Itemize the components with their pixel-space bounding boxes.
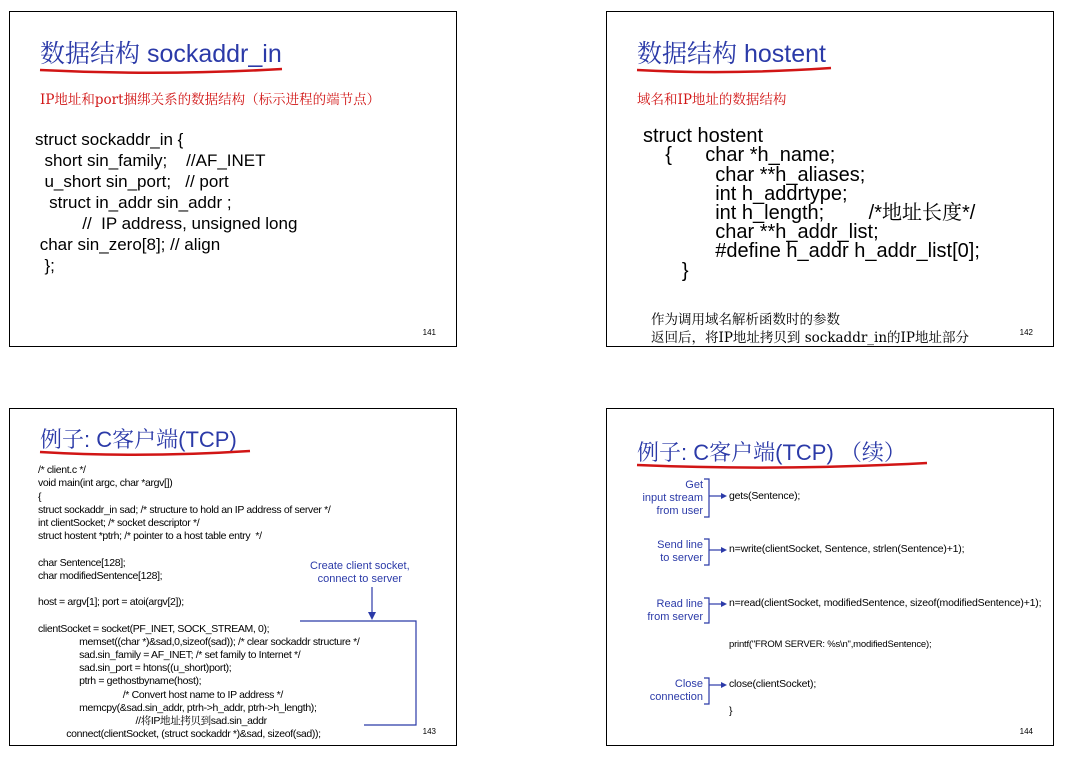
slide-title: 数据结构 sockaddr_in: [40, 40, 282, 68]
slide-title: 数据结构 hostent: [637, 40, 826, 68]
code-line: struct in_addr sin_addr ;: [35, 193, 232, 212]
code-line: clientSocket = socket(PF_INET, SOCK_STREAM, 0);: [38, 622, 270, 635]
code-line: /* client.c */: [38, 464, 86, 477]
code-line: short sin_family; //AF_INET: [35, 151, 266, 170]
code-block: [35, 108, 297, 318]
code-line: char **h_aliases;: [643, 163, 866, 186]
code-line: #define h_addr h_addr_list[0];: [643, 240, 980, 263]
title-underline: [10, 12, 458, 82]
code-line: printf("FROM SERVER: %s\n",modifiedSentence);: [729, 639, 932, 650]
code-line: ptrh = gethostbyname(host);: [38, 675, 202, 688]
code-line: int h_addrtype;: [643, 182, 848, 205]
slide-title: 例子: C客户端(TCP): [40, 427, 237, 452]
code-line: char sin_zero[8]; // align: [35, 235, 221, 254]
code-line: int h_length; /*地址长度*/: [643, 202, 976, 225]
annotation-bracket: [10, 409, 458, 747]
code-line: sad.sin_family = AF_INET; /* set family to Internet */: [38, 649, 301, 662]
page-number: 142: [1019, 328, 1033, 337]
code-line: connect(clientSocket, (struct sockaddr *)&sad, sizeof(sad));: [38, 728, 321, 741]
slide-141: [9, 11, 457, 347]
code-line: struct sockaddr_in sad; /* structure to hold an IP address of server */: [38, 503, 331, 516]
slide-subtitle: 域名和IP地址的数据结构: [637, 92, 787, 108]
code-line: char **h_addr_list;: [643, 221, 879, 244]
slide-subtitle: IP地址和port捆绑关系的数据结构（标示进程的端节点）: [40, 92, 381, 108]
code-line: //将IP地址拷贝到sad.sin_addr: [38, 715, 267, 728]
code-line: }: [643, 259, 689, 282]
code-line: int clientSocket; /* socket descriptor */: [38, 517, 200, 530]
annotation-brackets: [607, 409, 1055, 747]
label-get-input: Get input stream from user: [642, 479, 703, 517]
page-number: 144: [1019, 727, 1033, 736]
slide-title: 例子: C客户端(TCP) （续）: [637, 440, 906, 465]
note-line: 返回后，将IP地址拷贝到 sockaddr_in的IP地址部分: [651, 330, 969, 346]
code-line: char Sentence[128];: [38, 556, 126, 569]
code-line: sad.sin_port = htons((u_short)port);: [38, 662, 232, 675]
label-send-line: Send line to server: [657, 539, 703, 564]
slide-142: [606, 11, 1054, 347]
code-line: host = argv[1]; port = atoi(argv[2]);: [38, 596, 184, 609]
notes: [651, 293, 969, 383]
note-line: 作为调用域名解析函数时的参数: [651, 312, 840, 328]
label-close-connection: Close connection: [649, 678, 703, 703]
code-line: n=read(clientSocket, modifiedSentence, sizeof(modifiedSentence)+1);: [729, 597, 1042, 609]
code-line: { char *h_name;: [643, 144, 836, 167]
slide-143: [9, 408, 457, 746]
annotation-create-socket: Create client socket, connect to server: [310, 560, 410, 585]
page-number: 141: [422, 328, 436, 337]
code-line: struct sockaddr_in {: [35, 130, 184, 149]
code-line: memcpy(&sad.sin_addr, ptrh->h_addr, ptrh->h_length);: [38, 701, 317, 714]
code-line: /* Convert host name to IP address */: [38, 688, 283, 701]
code-line: gets(Sentence);: [729, 490, 801, 502]
code-block: [643, 108, 980, 319]
code-line: {: [38, 490, 42, 503]
code-line: }: [729, 705, 733, 717]
code-line: };: [35, 256, 55, 275]
code-line: close(clientSocket);: [729, 678, 817, 690]
code-line: char modifiedSentence[128];: [38, 569, 163, 582]
code-line: struct hostent: [643, 125, 764, 148]
code-line: struct hostent *ptrh; /* pointer to a host table entry */: [38, 530, 262, 543]
code-line: n=write(clientSocket, Sentence, strlen(Sentence)+1);: [729, 543, 965, 555]
code-line: void main(int argc, char *argv[]): [38, 477, 173, 490]
code-line: memset((char *)&sad,0,sizeof(sad)); /* clear sockaddr structure */: [38, 635, 360, 648]
label-read-line: Read line from server: [647, 598, 703, 623]
slide-144: [606, 408, 1054, 746]
title-underline: [607, 12, 1055, 82]
page-number: 143: [422, 727, 436, 736]
code-line: u_short sin_port; // port: [35, 172, 229, 191]
code-line: // IP address, unsigned long: [35, 214, 298, 233]
